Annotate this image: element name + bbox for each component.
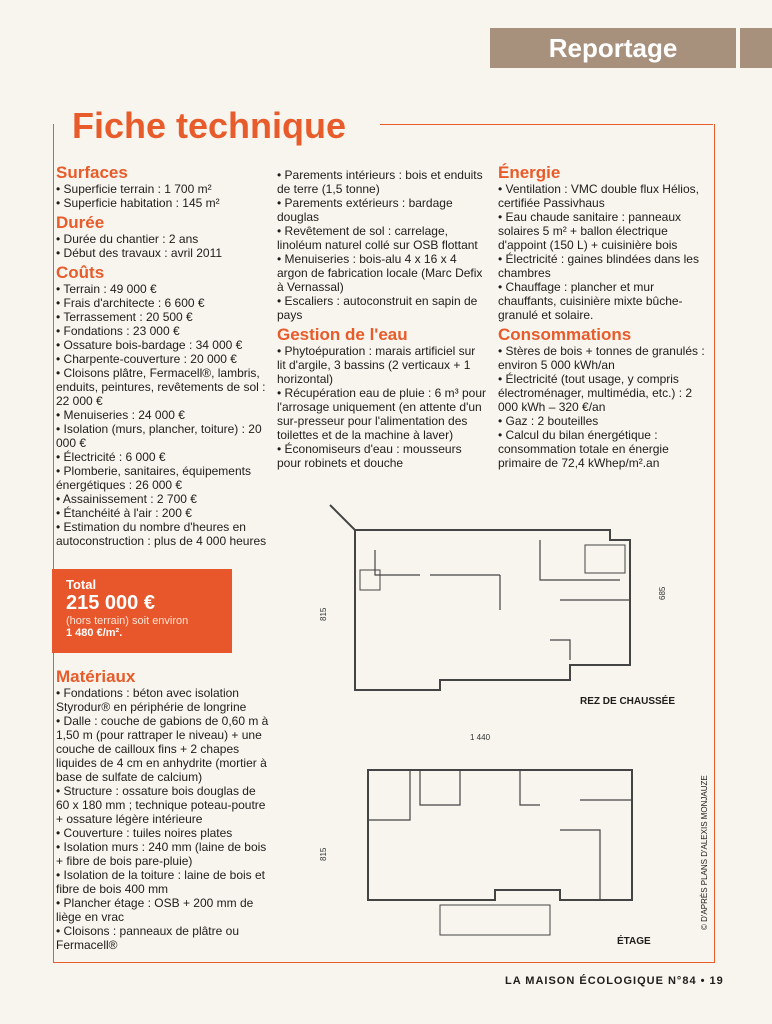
list-item: • Menuiseries : bois-alu 4 x 16 x 4 argon de fabrication locale (Marc Defix à Vernassal) [277, 252, 483, 294]
couts-heading: Coûts [56, 263, 105, 282]
column-left-bottom [56, 664, 271, 952]
floor-plans [320, 500, 712, 955]
list-item: • Économiseurs d'eau : mousseurs pour robinets et douche [277, 442, 462, 470]
total-amount: 215 000 € [66, 592, 155, 614]
list-item: • Isolation (murs, plancher, toiture) : 20 000 € [56, 422, 262, 450]
eau-heading: Gestion de l'eau [277, 325, 408, 344]
list-item: • Menuiseries : 24 000 € [56, 408, 185, 422]
list-item: • Structure : ossature bois douglas de 60 x 180 mm ; technique poteau-poutre + ossature légère intérieure [56, 784, 266, 826]
list-item: • Durée du chantier : 2 ans [56, 232, 199, 246]
rdc-side-dim: 815 [319, 607, 328, 621]
eau-list [277, 344, 487, 470]
list-item: • Superficie habitation : 145 m² [56, 196, 220, 210]
list-item: • Stères de bois + tonnes de granulés : environ 5 000 kWh/an [498, 344, 705, 372]
etage-plan [368, 770, 632, 935]
list-item: • Superficie terrain : 1 700 m² [56, 182, 212, 196]
energie-list [498, 182, 710, 322]
page-title: Fiche technique [66, 105, 352, 147]
column-middle [277, 168, 487, 470]
column-left [56, 160, 271, 548]
list-item: • Eau chaude sanitaire : panneaux solaires 5 m² + ballon électrique d'appoint (150 L) + cuisinière bois [498, 210, 681, 252]
energie-heading: Énergie [498, 163, 561, 182]
list-item: • Plancher étage : OSB + 200 mm de liège en vrac [56, 896, 254, 924]
list-item: • Estimation du nombre d'heures en autoconstruction : plus de 4 000 heures [56, 520, 267, 548]
tab-edge-decoration [740, 28, 772, 68]
list-item: • Électricité : gaines blindées dans les chambres [498, 252, 699, 280]
list-item: • Isolation de la toiture : laine de bois et fibre de bois 400 mm [56, 868, 265, 896]
page-footer: LA MAISON ÉCOLOGIQUE N°84 • 19 [505, 975, 724, 987]
surfaces-list [56, 182, 271, 210]
list-item: • Assainissement : 2 700 € [56, 492, 197, 506]
frame-top-line [380, 124, 713, 125]
total-note: (hors terrain) soit environ [66, 615, 189, 627]
list-item: • Récupération eau de pluie : 6 m³ pour l'arrosage uniquement (en attente d'un sur-presseur pour l'alimentation des toilettes et de la machine à laver) [277, 386, 486, 442]
materiaux-list [56, 686, 271, 952]
consommations-heading: Consommations [498, 325, 632, 344]
list-item: • Ossature bois-bardage : 34 000 € [56, 338, 243, 352]
list-item: • Frais d'architecte : 6 600 € [56, 296, 205, 310]
list-item: • Revêtement de sol : carrelage, linoléum naturel collé sur OSB flottant [277, 224, 478, 252]
list-item: • Étanchéité à l'air : 200 € [56, 506, 192, 520]
list-item: • Ventilation : VMC double flux Hélios, certifiée Passivhaus [498, 182, 699, 210]
list-item: • Cloisons : panneaux de plâtre ou Fermacell® [56, 924, 239, 952]
rdc-plan [330, 505, 630, 690]
list-item: • Cloisons plâtre, Fermacell®, lambris, enduits, peintures, revêtements de sol : 22 000 € [56, 366, 266, 408]
list-item: • Charpente-couverture : 20 000 € [56, 352, 237, 366]
list-item: • Plomberie, sanitaires, équipements énergétiques : 26 000 € [56, 464, 251, 492]
surfaces-heading: Surfaces [56, 163, 128, 182]
plans-credit: © D'APRÈS PLANS D'ALEXIS MONJAUZE [700, 775, 709, 930]
list-item: • Parements extérieurs : bardage douglas [277, 196, 453, 224]
parements-list [277, 168, 487, 322]
rdc-right-dim: 685 [658, 586, 667, 600]
list-item: • Terrain : 49 000 € [56, 282, 157, 296]
list-item: • Phytoépuration : marais artificiel sur lit d'argile, 3 bassins (2 verticaux + 1 horizontal) [277, 344, 476, 386]
list-item: • Fondations : béton avec isolation Styrodur® en périphérie de longrine [56, 686, 247, 714]
list-item: • Escaliers : autoconstruit en sapin de pays [277, 294, 478, 322]
total-label: Total [66, 577, 97, 592]
etage-side-dim: 815 [319, 847, 328, 861]
etage-label: ÉTAGE [617, 936, 651, 947]
frame-tick [53, 124, 54, 140]
total-per-m2: 1 480 €/m². [66, 627, 123, 639]
list-item: • Chauffage : plancher et mur chauffants, cuisinière mixte bûche-granulé et solaire. [498, 280, 683, 322]
consommations-list [498, 344, 710, 470]
list-item: • Gaz : 2 bouteilles [498, 414, 599, 428]
list-item: • Isolation murs : 240 mm (laine de bois + fibre de bois pare-pluie) [56, 840, 267, 868]
list-item: • Électricité (tout usage, y compris électroménager, multimédia, etc.) : 2 000 kWh – 320 €/an [498, 372, 693, 414]
list-item: • Début des travaux : avril 2011 [56, 246, 223, 260]
couts-list [56, 282, 271, 548]
list-item: • Dalle : couche de gabions de 0,60 m à 1,50 m (pour rattraper le niveau) + une couche de cailloux fins + 2 chapes liquides de 4 cm en anhydrite (mortier à base de sulfate de calcium) [56, 714, 269, 784]
list-item: • Calcul du bilan énergétique : consommation totale en énergie primaire de 72,4 kWhep/m².an [498, 428, 669, 470]
list-item: • Terrassement : 20 500 € [56, 310, 193, 324]
materiaux-heading: Matériaux [56, 667, 136, 686]
list-item: • Fondations : 23 000 € [56, 324, 180, 338]
duree-heading: Durée [56, 213, 105, 232]
list-item: • Parements intérieurs : bois et enduits de terre (1,5 tonne) [277, 168, 483, 196]
column-right [498, 160, 710, 470]
list-item: • Électricité : 6 000 € [56, 450, 166, 464]
etage-top-dim: 1 440 [470, 733, 491, 742]
duree-list [56, 232, 271, 260]
list-item: • Couverture : tuiles noires plates [56, 826, 233, 840]
total-box [52, 569, 232, 653]
rdc-label: REZ DE CHAUSSÉE [580, 696, 676, 707]
section-tab: Reportage [490, 28, 736, 68]
